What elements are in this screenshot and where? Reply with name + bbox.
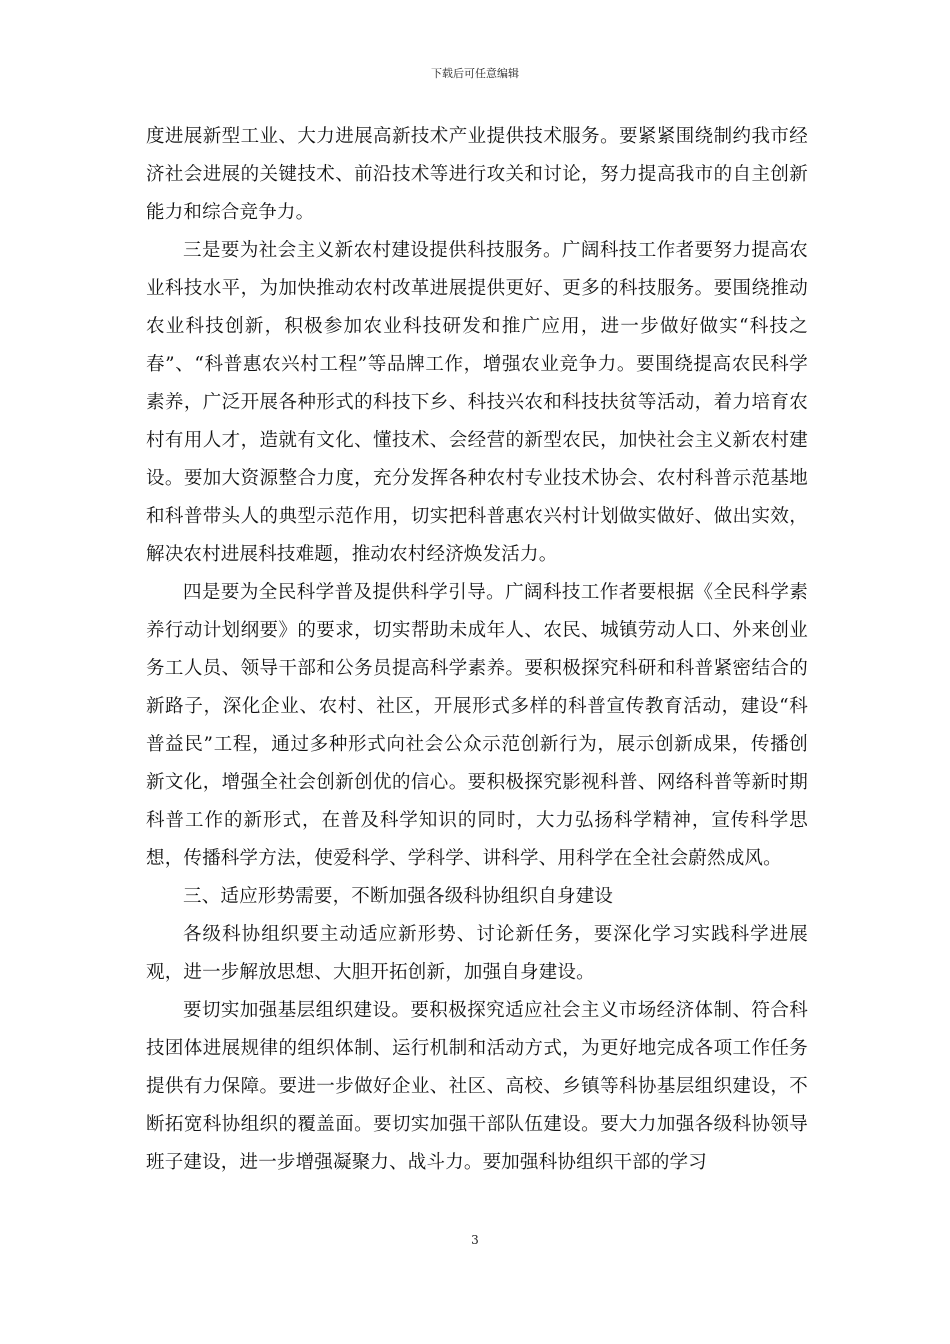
section-heading: 三、适应形势需要，不断加强各级科协组织自身建设: [183, 886, 614, 907]
paragraph-self-building: 各级科协组织要主动适应新形势、讨论新任务，要深化学习实践科学进展观，进一步解放思想、大胆开拓创新，加强自身建设。: [146, 924, 808, 983]
document-body: [146, 118, 808, 1182]
paragraph-rural-tech-service: 三是要为社会主义新农村建设提供科技服务。广阔科技工作者要努力提高农业科技水平，为加快推动农村改革进展提供更好、更多的科技服务。要围绕推动农业科技创新，积极参加农业科技研发和推广应用，进一步做好做实“科技之春”、“科普惠农兴村工程”等品牌工作，增强农业竞争力。要围绕提高农民科学素养，广泛开展各种形式的科技下乡、科技兴农和科技扶贫等活动，着力培育农村有用人才，造就有文化、懂技术、会经营的新型农民，加快社会主义新农村建设。要加大资源整合力度，充分发挥各种农村专业技术协会、农村科普示范基地和科普带头人的典型示范作用，切实把科普惠农兴村计划做实做好、做出实效，解决农村进展科技难题，推动农村经济焕发活力。: [146, 240, 808, 565]
page-header: 下载后可任意编辑: [431, 67, 519, 80]
paragraph-grassroots-organization: 要切实加强基层组织建设。要积极探究适应社会主义市场经济体制、符合科技团体进展规律的组织体制、运行机制和活动方式，为更好地完成各项工作任务提供有力保障。要进一步做好企业、社区、高校、乡镇等科协基层组织建设，不断拓宽科协组织的覆盖面。要切实加强干部队伍建设。要大力加强各级科协领导班子建设，进一步增强凝聚力、战斗力。要加强科协组织干部的学习: [146, 1000, 808, 1173]
paragraph-continuation: 度进展新型工业、大力进展高新技术产业提供技术服务。要紧紧围绕制约我市经济社会进展的关键技术、前沿技术等进行攻关和讨论，努力提高我市的自主创新能力和综合竞争力。: [146, 126, 808, 223]
page-number: 3: [471, 1233, 479, 1247]
paragraph-science-popularization: 四是要为全民科学普及提供科学引导。广阔科技工作者要根据《全民科学素养行动计划纲要》的要求，切实帮助未成年人、农民、城镇劳动人口、外来创业务工人员、领导干部和公务员提高科学素养。要积极探究科研和科普紧密结合的新路子，深化企业、农村、社区，开展形式多样的科普宣传教育活动，建设“科普益民”工程，通过多种形式向社会公众示范创新行为，展示创新成果，传播创新文化，增强全社会创新创优的信心。要积极探究影视科普、网络科普等新时期科普工作的新形式，在普及科学知识的同时，大力弘扬科学精神，宣传科学思想，传播科学方法，使爱科学、学科学、讲科学、用科学在全社会蔚然成风。: [146, 582, 808, 869]
